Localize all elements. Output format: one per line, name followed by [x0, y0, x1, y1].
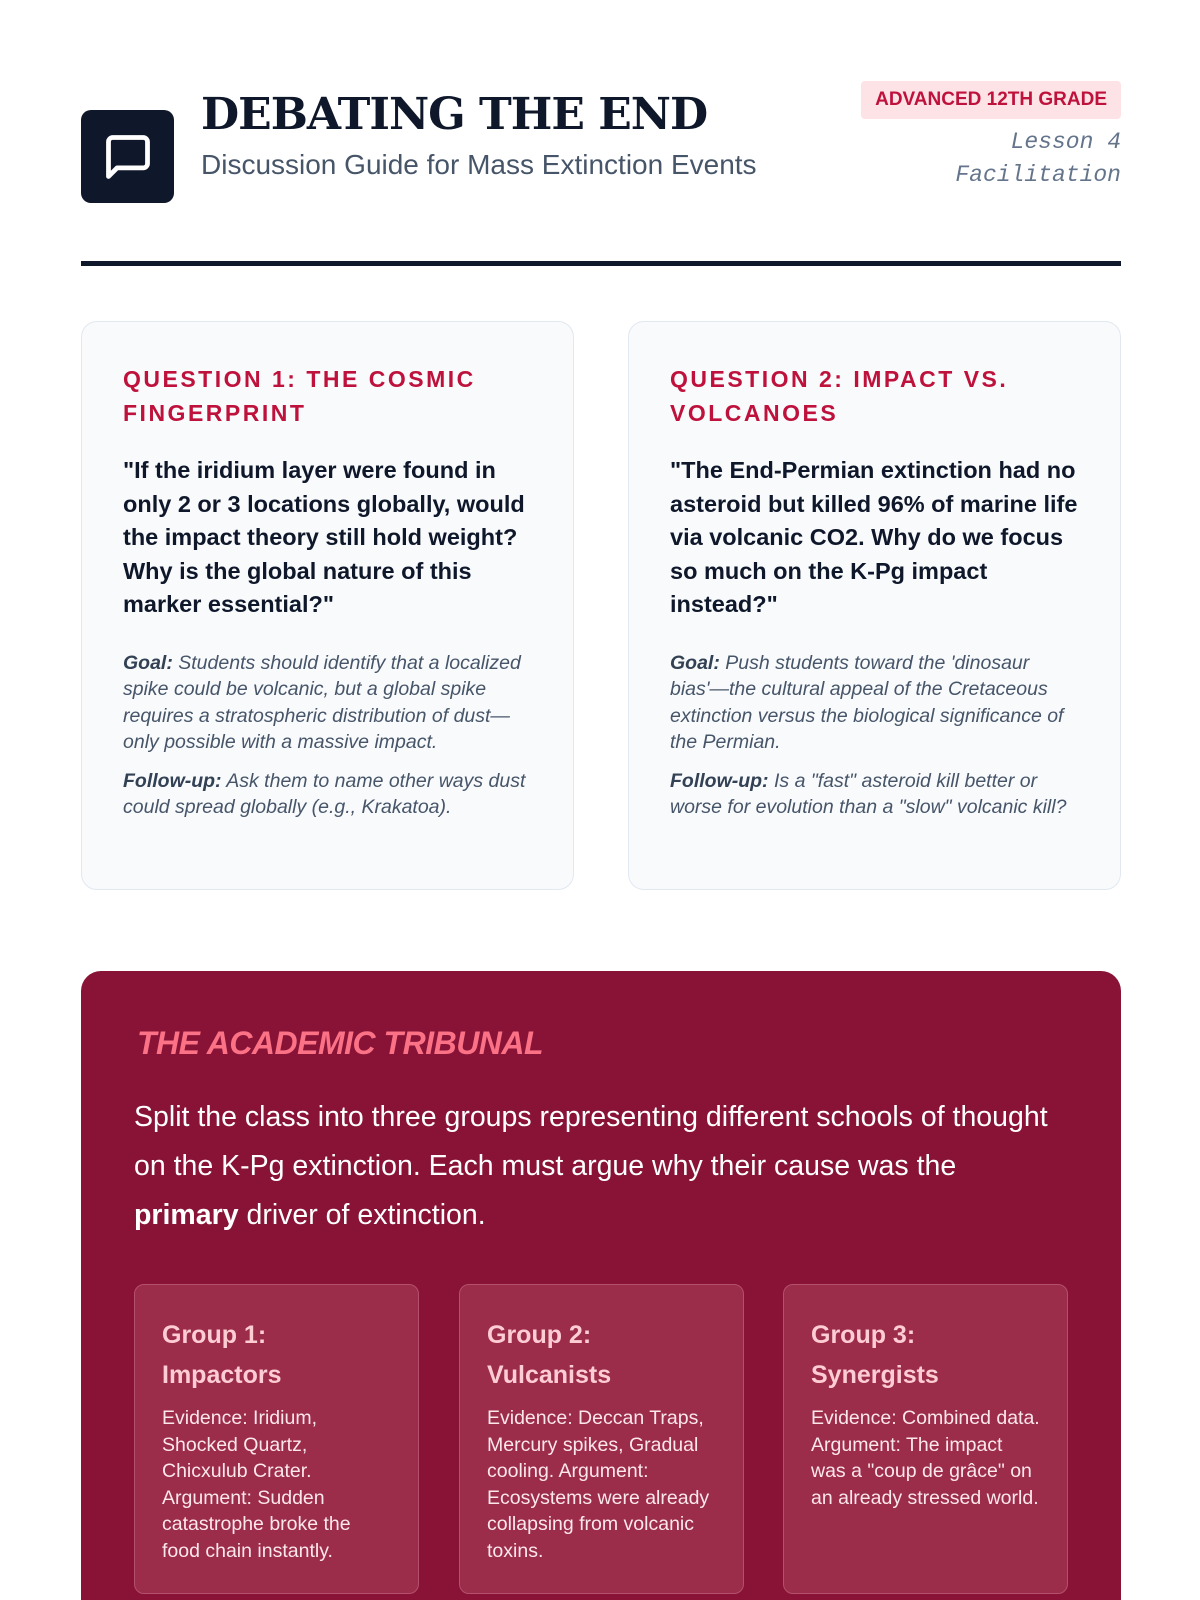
question-card-1: [81, 321, 574, 890]
question-card-2: [628, 321, 1121, 890]
logo: [81, 110, 174, 203]
group-description: Evidence: Combined data. Argument: The impact was a "coup de grâce" on an already stressed world.: [811, 1407, 1040, 1509]
page-subtitle: Discussion Guide for Mass Extinction Events: [201, 149, 757, 180]
goal-label: Goal:: [670, 651, 720, 674]
followup-text: Ask them to name other ways dust could spread globally (e.g., Krakatoa).: [123, 769, 526, 818]
group-description: Evidence: Iridium, Shocked Quartz, Chicxulub Crater. Argument: Sudden catastrophe broke the food chain instantly.: [162, 1407, 351, 1562]
question-followup: [670, 768, 1080, 821]
group-title: Group 3: Synergists: [811, 1321, 939, 1389]
followup-label: Follow-up:: [123, 769, 222, 792]
question-goal: [123, 650, 533, 756]
question-prompt: "The End-Permian extinction had no asteroid but killed 96% of marine life via volcanic CO2. Why do we focus so much on the K-Pg impact instead?": [670, 457, 1078, 617]
page-title: DEBATING THE END: [201, 89, 708, 140]
page-header: [81, 78, 1121, 268]
intro-text: Split the class into three groups representing different schools of thought on the K-Pg extinction. Each must argue why their cause was the: [134, 1101, 1048, 1182]
group-list: [134, 1284, 1068, 1600]
chat-bubble-icon: [102, 131, 154, 183]
lesson-number: Lesson 4: [1010, 129, 1121, 155]
goal-text: Push students toward the 'dinosaur bias'—the cultural appeal of the Cretaceous extinction versus the biological significance of the Permian.: [670, 651, 1064, 753]
group-card-synergists: [783, 1284, 1068, 1594]
grade-badge: ADVANCED 12TH GRADE: [861, 81, 1121, 119]
goal-label: Goal:: [123, 651, 173, 674]
question-heading: QUESTION 2: IMPACT VS. VOLCANOES: [670, 366, 1009, 426]
group-card-impactors: [134, 1284, 419, 1594]
followup-label: Follow-up:: [670, 769, 769, 792]
group-title: Group 2: Vulcanists: [487, 1321, 612, 1389]
group-title: Group 1: Impactors: [162, 1321, 282, 1389]
header-divider: [81, 261, 1121, 266]
intro-text-end: driver of extinction.: [238, 1199, 486, 1231]
question-followup: [123, 768, 533, 821]
lesson-label: [955, 126, 1121, 192]
group-description: Evidence: Deccan Traps, Mercury spikes, Gradual cooling. Argument: Ecosystems were already collapsing from volcanic toxins.: [487, 1407, 710, 1562]
tribunal-intro: [134, 1093, 1067, 1240]
question-heading: QUESTION 1: THE COSMIC FINGERPRINT: [123, 366, 476, 426]
tribunal-section: [81, 971, 1121, 1600]
tribunal-title: THE ACADEMIC TRIBUNAL: [137, 1025, 544, 1061]
title-block: [201, 78, 781, 188]
question-prompt: "If the iridium layer were found in only 2 or 3 locations globally, would the impact theory still hold weight? Why is the global nature of this marker essential?": [123, 457, 525, 617]
goal-text: Students should identify that a localized spike could be volcanic, but a global spike requires a stratospheric distribution of dust—only possible with a massive impact.: [123, 651, 521, 753]
lesson-type: Facilitation: [955, 162, 1121, 188]
intro-emphasis: primary: [134, 1199, 239, 1231]
question-goal: [670, 650, 1080, 756]
group-card-vulcanists: [459, 1284, 744, 1594]
followup-text: Is a "fast" asteroid kill better or worse for evolution than a "slow" volcanic kill?: [670, 769, 1067, 818]
